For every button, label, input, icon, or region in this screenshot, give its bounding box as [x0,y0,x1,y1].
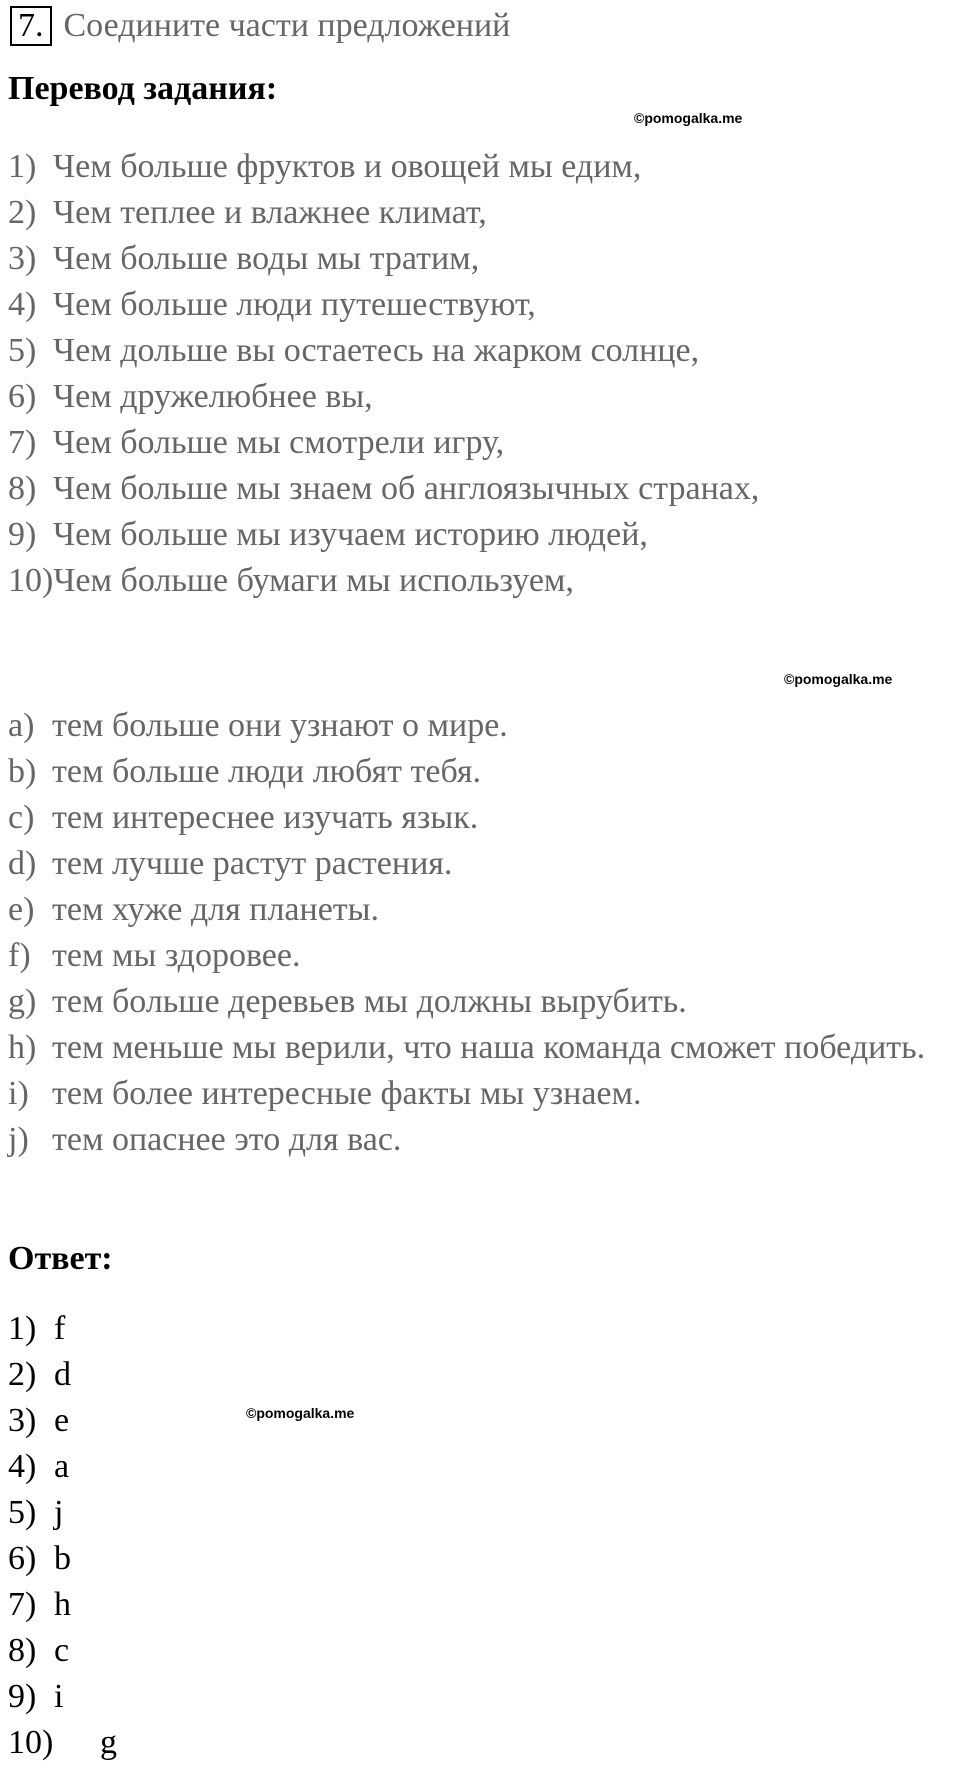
answer-letter: b [54,1540,71,1577]
answer-number: 7) [8,1586,37,1623]
answer-item [8,1674,117,1720]
item-text: Чем больше мы смотрели игру, [53,424,505,461]
answer-number: 8) [8,1632,37,1669]
answer-letter: c [54,1632,70,1669]
answer-number: 3) [8,1402,37,1439]
translation-heading: Перевод задания: [8,70,278,107]
watermark: ©pomogalka.me [784,671,893,687]
task-header [10,6,510,46]
item-letter: g) [8,983,37,1020]
answer-item [8,1398,117,1444]
list-item [8,466,759,512]
item-text: тем больше они узнают о мире. [52,707,508,744]
answer-number: 5) [8,1494,37,1531]
list-item [8,749,925,795]
item-text: тем больше деревьев мы должны вырубить. [52,983,687,1020]
list-item [8,328,759,374]
item-letter: d) [8,845,37,882]
answer-letter: d [54,1356,71,1393]
task-number-box: 7. [10,6,52,46]
item-number: 6) [8,378,37,415]
list-item [8,703,925,749]
list-item [8,282,759,328]
item-number: 1) [8,148,37,185]
item-letter: c) [8,799,35,836]
item-text: тем опаснее это для вас. [52,1121,402,1158]
answers-list [8,1306,117,1766]
item-text: Чем теплее и влажнее климат, [53,194,487,231]
list-item [8,887,925,933]
answer-number: 6) [8,1540,37,1577]
item-number: 4) [8,286,37,323]
item-number: 10) [8,562,54,599]
answer-letter: i [54,1678,64,1715]
answer-number: 2) [8,1356,37,1393]
answer-letter: e [54,1402,70,1439]
answer-item [8,1628,117,1674]
answer-letter: h [54,1586,71,1623]
list-item [8,190,759,236]
item-text: тем лучше растут растения. [52,845,453,882]
list-item [8,841,925,887]
answer-item [8,1582,117,1628]
answer-heading: Ответ: [8,1240,113,1277]
task-title: Соедините части предложений [63,7,511,44]
list-item [8,512,759,558]
item-text: Чем дольше вы остаетесь на жарком солнце, [53,332,700,369]
item-letter: j) [8,1121,29,1158]
item-text: Чем больше мы изучаем историю людей, [53,516,648,553]
item-letter: b) [8,753,37,790]
item-text: тем интереснее изучать язык. [52,799,479,836]
answer-item [8,1490,117,1536]
item-number: 7) [8,424,37,461]
sentence-starts-list [8,144,759,604]
item-text: тем хуже для планеты. [52,891,380,928]
item-text: тем больше люди любят тебя. [52,753,482,790]
answer-letter: f [54,1310,66,1347]
list-item [8,795,925,841]
item-text: тем меньше мы верили, что наша команда сможет победить. [52,1029,926,1066]
answer-number: 4) [8,1448,37,1485]
list-item [8,374,759,420]
item-text: тем мы здоровее. [52,937,301,974]
answer-number: 9) [8,1678,37,1715]
answer-item [8,1352,117,1398]
list-item [8,1117,925,1163]
answer-letter: a [54,1448,70,1485]
item-text: Чем дружелюбнее вы, [53,378,373,415]
answer-number: 1) [8,1310,37,1347]
item-letter: a) [8,707,35,744]
answer-item [8,1444,117,1490]
list-item [8,1025,925,1071]
item-number: 5) [8,332,37,369]
list-item [8,933,925,979]
watermark: ©pomogalka.me [246,1405,355,1421]
item-number: 2) [8,194,37,231]
item-text: Чем больше бумаги мы используем, [53,562,574,599]
item-text: Чем больше воды мы тратим, [53,240,480,277]
item-text: тем более интересные факты мы узнаем. [52,1075,642,1112]
item-letter: i) [8,1075,29,1112]
answer-number: 10) [8,1724,54,1761]
list-item [8,236,759,282]
watermark: ©pomogalka.me [634,110,743,126]
item-letter: f) [8,937,31,974]
list-item [8,558,759,604]
list-item [8,144,759,190]
answer-letter: g [100,1724,117,1761]
item-number: 8) [8,470,37,507]
item-number: 9) [8,516,37,553]
answer-item [8,1720,117,1766]
item-number: 3) [8,240,37,277]
answer-item [8,1536,117,1582]
item-letter: e) [8,891,35,928]
answer-letter: j [54,1494,64,1531]
item-text: Чем больше фруктов и овощей мы едим, [53,148,642,185]
sentence-endings-list [8,703,925,1163]
item-letter: h) [8,1029,37,1066]
list-item [8,979,925,1025]
list-item [8,1071,925,1117]
item-text: Чем больше люди путешествуют, [53,286,536,323]
answer-item [8,1306,117,1352]
item-text: Чем больше мы знаем об англоязычных странах, [53,470,760,507]
list-item [8,420,759,466]
